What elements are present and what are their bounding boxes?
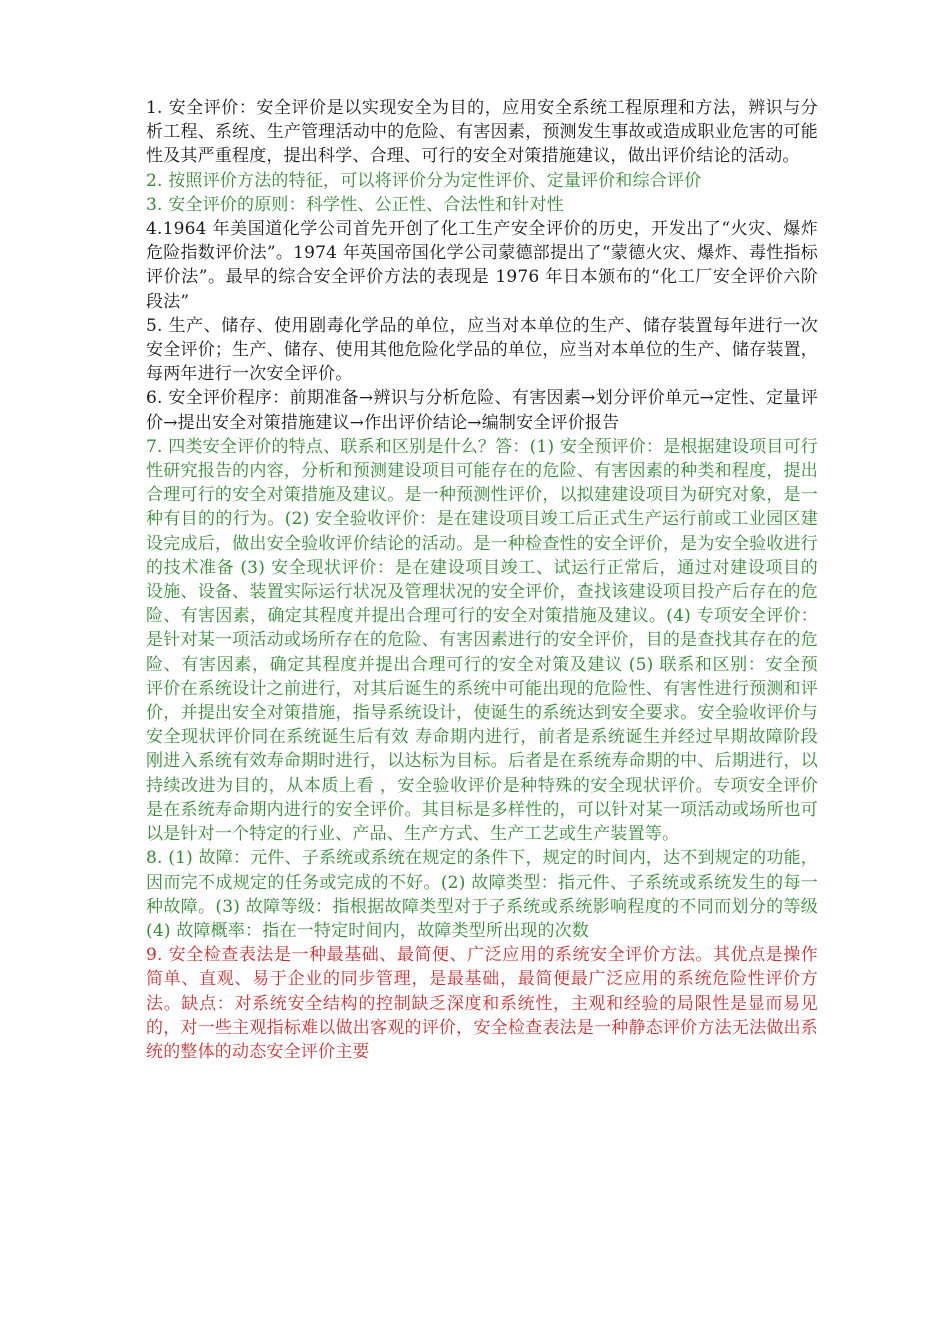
paragraph-1: 1. 安全评价：安全评价是以实现安全为目的，应用安全系统工程原理和方法，辨识与分析工程、系统、生产管理活动中的危险、有害因素，预测发生事故或造成职业危害的可能性及其严重程度，提出科学、合理、可行的安全对策措施建议，做出评价结论的活动。 [146, 98, 818, 167]
paragraph-8: 8. (1) 故障：元件、子系统或系统在规定的条件下，规定的时间内，达不到规定的功能，因而完不成规定的任务或完成的不好。(2) 故障类型：指元件、子系统或系统发生的每一种故障。(3) 故障等级：指根据故障类型对于子系统或系统影响程度的不同而划分的等级 (4) 故障概率：指在一特定时间内，故障类型所出现的次数 [146, 848, 818, 941]
paragraph-6: 6. 安全评价程序：前期准备→辨识与分析危险、有害因素→划分评价单元→定性、定量评价→提出安全对策措施建议→作出评价结论→编制安全评价报告 [146, 388, 818, 433]
paragraph-9: 9. 安全检查表法是一种最基础、最简便、广泛应用的系统安全评价方法。其优点是操作简单、直观、易于企业的同步管理，是最基础，最简便最广泛应用的系统危险性评价方法。缺点：对系统安全结构的控制缺乏深度和系统性，主观和经验的局限性是显而易见的，对一些主观指标难以做出客观的评价，安全检查表法是一种静态评价方法无法做出系统的整体的动态安全评价主要 [146, 945, 818, 1062]
paragraph-4: 4.1964 年美国道化学公司首先开创了化工生产安全评价的历史，开发出了“火灾、爆炸危险指数评价法”。1974 年英国帝国化学公司蒙德部提出了“蒙德火灾、爆炸、毒性指标评价法”。最早的综合安全评价方法的表现是 1976 年日本颁布的“化工厂安全评价六阶段法” [146, 219, 818, 312]
paragraph-7: 7. 四类安全评价的特点、联系和区别是什么？答：(1) 安全预评价：是根据建设项目可行性研究报告的内容，分析和预测建设项目可能存在的危险、有害因素的种类和程度，提出合理可行的安全对策措施及建议。是一种预测性评价，以拟建建设项目为研究对象，是一种有目的的行为。(2) 安全验收评价：是在建设项目竣工后正式生产运行前或工业园区建设完成后，做出安全验收评价结论的活动。是一种检查性的安全评价，是为安全验收进行的技术准备 (3) 安全现状评价：是在建设项目竣工、试运行正常后，通过对建设项目的设施、设备、装置实际运行状况及管理状况的安全评价，查找该建设项目投产后存在的危险、有害因素，确定其程度并提出合理可行的安全对策措施及建议。(4) 专项安全评价：是针对某一项活动或场所存在的危险、有害因素进行的安全评价，目的是查找其存在的危险、有害因素，确定其程度并提出合理可行的安全对策及建议 (5) 联系和区别：安全预评价在系统设计之前进行，对其后诞生的系统中可能出现的危险性、有害性进行预测和评价，并提出安全对策措施，指导系统设计，使诞生的系统达到安全要求。安全验收评价与安全现状评价同在系统诞生后有效 寿命期内进行，前者是系统诞生并经过早期故障阶段刚进入系统有效寿命期时进行，以达标为目标。后者是在系统寿命期的中、后期进行，以持续改进为目的，从本质上看 ，安全验收评价是种特殊的安全现状评价。专项安全评价是在系统寿命期内进行的安全评价。其目标是多样性的，可以针对某一项活动或场所也可以是针对一个特定的行业、产品、生产方式、生产工艺或生产装置等。 [146, 436, 818, 845]
paragraph-5: 5. 生产、储存、使用剧毒化学品的单位，应当对本单位的生产、储存装置每年进行一次安全评价；生产、储存、使用其他危险化学品的单位，应当对本单位的生产、储存装置，每两年进行一次安全评价。 [146, 315, 818, 385]
paragraph-2: 2. 按照评价方法的特征，可以将评价分为定性评价、定量评价和综合评价 [146, 170, 702, 191]
paragraph-3: 3. 安全评价的原则：科学性、公正性、合法性和针对性 [146, 194, 564, 215]
